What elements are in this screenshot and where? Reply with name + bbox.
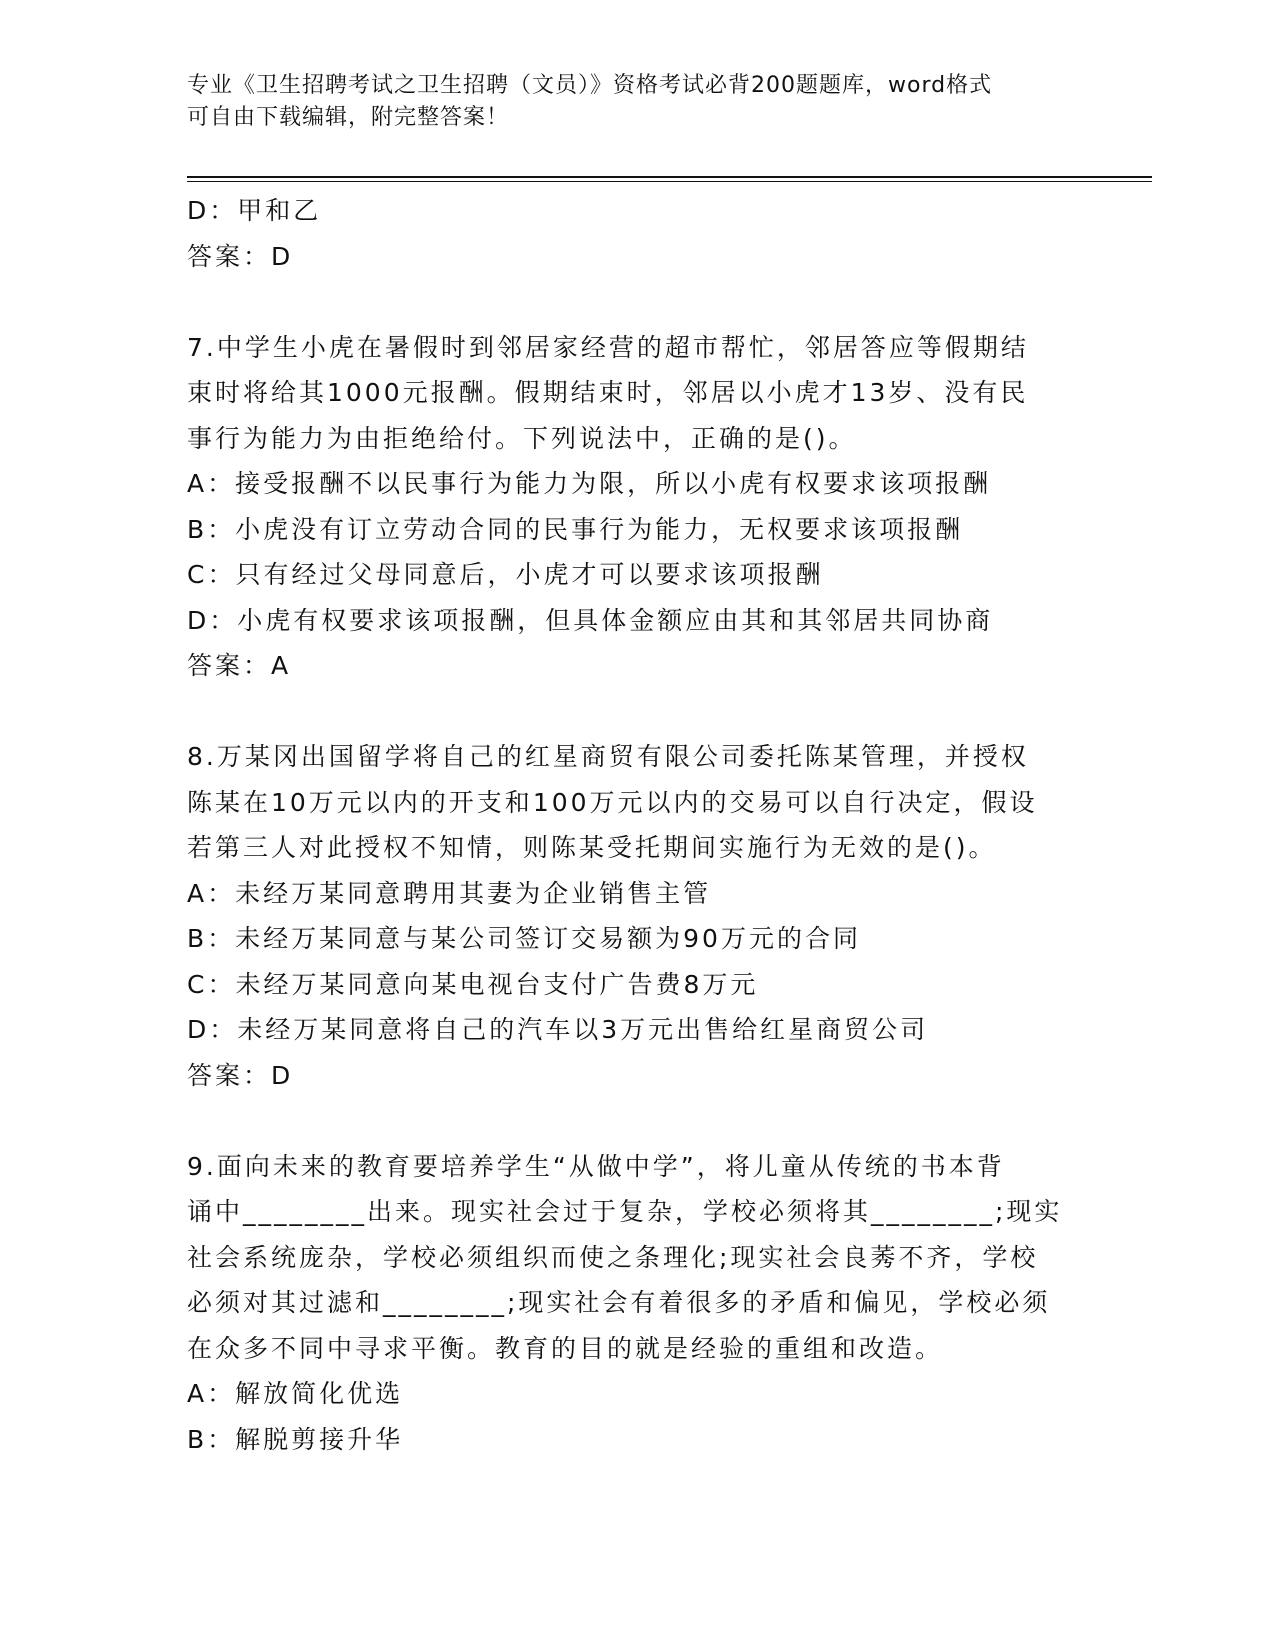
question-stem-line: 必须对其过滤和________;现实社会有着很多的矛盾和偏见，学校必须 <box>187 1288 1051 1317</box>
header-divider-thick <box>187 176 1152 178</box>
option-c: C：只有经过父母同意后，小虎才可以要求该项报酬 <box>187 560 824 589</box>
answer: 答案：D <box>187 1060 294 1090</box>
question-stem-line: 若第三人对此授权不知情，则陈某受托期间实施行为无效的是()。 <box>187 833 997 862</box>
question-6-tail <box>187 188 1087 279</box>
option-a: A：接受报酬不以民事行为能力为限，所以小虎有权要求该项报酬 <box>187 469 992 498</box>
question-stem-line: 7.中学生小虎在暑假时到邻居家经营的超市帮忙，邻居答应等假期结 <box>187 332 1029 362</box>
question-stem-line: 束时将给其1000元报酬。假期结束时，邻居以小虎才13岁、没有民 <box>187 378 1029 407</box>
question-stem-line: 8.万某冈出国留学将自己的红星商贸有限公司委托陈某管理，并授权 <box>187 742 1029 771</box>
option-a: A：解放简化优选 <box>187 1379 404 1408</box>
spacer <box>187 1098 1087 1144</box>
question-9 <box>187 1144 1087 1463</box>
question-7 <box>187 325 1087 689</box>
question-stem-line: 事行为能力为由拒绝给付。下列说法中，正确的是()。 <box>187 423 857 453</box>
question-stem-line: 9.面向未来的教育要培养学生“从做中学”，将儿童从传统的书本背 <box>187 1151 1005 1181</box>
option-d: D：甲和乙 <box>187 196 322 225</box>
answer: 答案：A <box>187 651 292 680</box>
question-content <box>187 188 1087 1462</box>
page-header <box>187 70 1087 134</box>
spacer <box>187 689 1087 735</box>
question-stem-line: 在众多不同中寻求平衡。教育的目的就是经验的重组和改造。 <box>187 1333 944 1363</box>
answer: 答案：D <box>187 241 294 271</box>
header-line-1: 专业《卫生招聘考试之卫生招聘（文员）》资格考试必背200题题库，word格式 <box>187 73 993 98</box>
header-divider-thin <box>187 181 1152 182</box>
question-8 <box>187 734 1087 1098</box>
option-b: B：未经万某同意与某公司签订交易额为90万元的合同 <box>187 924 861 953</box>
option-c: C：未经万某同意向某电视台支付广告费8万元 <box>187 969 759 999</box>
question-stem-line: 陈某在10万元以内的开支和100万元以内的交易可以自行决定，假设 <box>187 787 1038 817</box>
option-b: B：小虎没有订立劳动合同的民事行为能力，无权要求该项报酬 <box>187 514 964 544</box>
header-line-2: 可自由下载编辑，附完整答案！ <box>187 105 510 130</box>
question-stem-line: 社会系统庞杂，学校必须组织而使之条理化;现实社会良莠不齐，学校 <box>187 1242 1039 1272</box>
option-b: B：解脱剪接升华 <box>187 1424 404 1454</box>
option-a: A：未经万某同意聘用其妻为企业销售主管 <box>187 878 712 908</box>
spacer <box>187 279 1087 325</box>
option-d: D：小虎有权要求该项报酬，但具体金额应由其和其邻居共同协商 <box>187 605 994 635</box>
question-stem-line: 诵中________出来。现实社会过于复杂，学校必须将其________;现实 <box>187 1197 1063 1226</box>
option-d: D：未经万某同意将自己的汽车以3万元出售给红星商贸公司 <box>187 1015 929 1044</box>
